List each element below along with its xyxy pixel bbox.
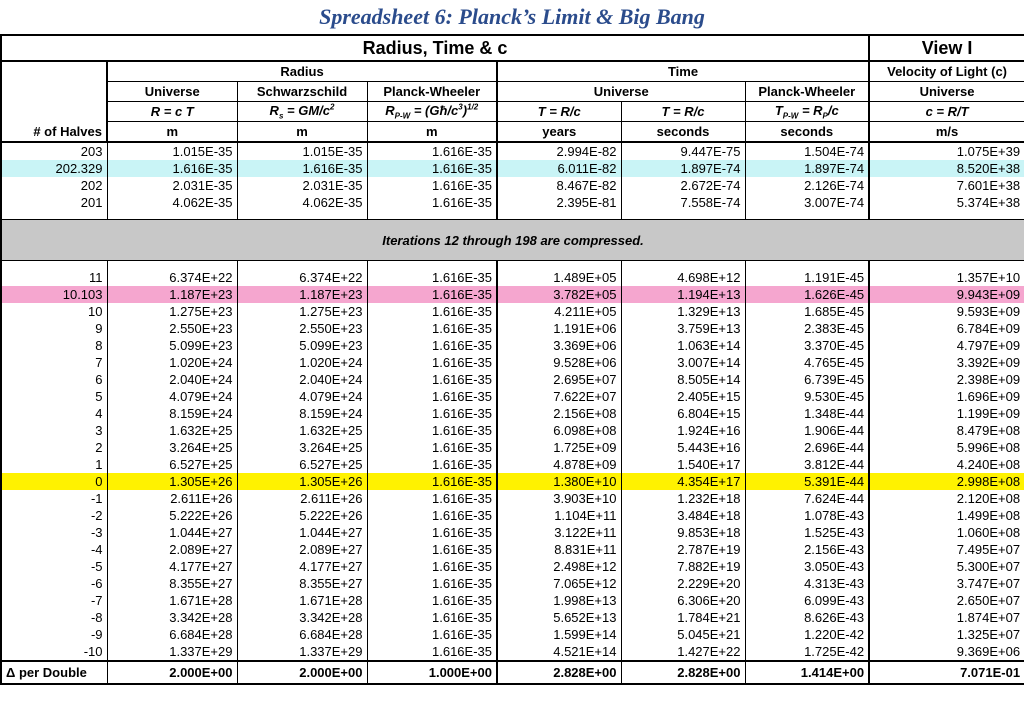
halves-cell: -3 bbox=[1, 524, 107, 541]
c-cell: 1.060E+08 bbox=[869, 524, 1024, 541]
halves-cell: -6 bbox=[1, 575, 107, 592]
r-universe-cell: 1.275E+23 bbox=[107, 303, 237, 320]
t-seconds-cell: 3.484E+18 bbox=[621, 507, 745, 524]
t-planck-wheeler-cell: 6.099E-43 bbox=[745, 592, 869, 609]
table-row bbox=[1, 422, 1024, 439]
r-schwarzschild-cell: 6.527E+25 bbox=[237, 456, 367, 473]
r-planck-wheeler-cell: 1.616E-35 bbox=[367, 405, 497, 422]
r-planck-wheeler-cell: 1.616E-35 bbox=[367, 456, 497, 473]
t-planck-wheeler-cell: 1.504E-74 bbox=[745, 142, 869, 160]
halves-cell: 9 bbox=[1, 320, 107, 337]
r-schwarzschild-cell: 4.062E-35 bbox=[237, 194, 367, 211]
c-cell: 8.520E+38 bbox=[869, 160, 1024, 177]
r-planck-wheeler-cell: 1.616E-35 bbox=[367, 575, 497, 592]
t-planck-wheeler-cell: 2.696E-44 bbox=[745, 439, 869, 456]
r-universe-cell: 1.671E+28 bbox=[107, 592, 237, 609]
t-seconds-cell: 1.924E+16 bbox=[621, 422, 745, 439]
t-planck-wheeler-cell: 4.313E-43 bbox=[745, 575, 869, 592]
r-universe-cell: 1.015E-35 bbox=[107, 142, 237, 160]
unit-t-years: years bbox=[497, 122, 621, 143]
r-schwarzschild-cell: 6.374E+22 bbox=[237, 269, 367, 286]
footer-t-planck-wheeler: 1.414E+00 bbox=[745, 661, 869, 684]
r-schwarzschild-cell: 4.177E+27 bbox=[237, 558, 367, 575]
r-planck-wheeler-cell: 1.616E-35 bbox=[367, 507, 497, 524]
footer-r-schwarzschild: 2.000E+00 bbox=[237, 661, 367, 684]
r-universe-cell: 1.187E+23 bbox=[107, 286, 237, 303]
r-planck-wheeler-cell: 1.616E-35 bbox=[367, 558, 497, 575]
unit-r-universe: m bbox=[107, 122, 237, 143]
r-planck-wheeler-cell: 1.616E-35 bbox=[367, 541, 497, 558]
t-planck-wheeler-cell: 1.685E-45 bbox=[745, 303, 869, 320]
halves-cell: -8 bbox=[1, 609, 107, 626]
formula-t-years: T = R/c bbox=[497, 102, 621, 122]
table-row bbox=[1, 286, 1024, 303]
formula-header-row bbox=[1, 102, 1024, 122]
table-row bbox=[1, 558, 1024, 575]
t-years-cell: 8.831E+11 bbox=[497, 541, 621, 558]
t-planck-wheeler-cell: 1.078E-43 bbox=[745, 507, 869, 524]
halves-cell: 5 bbox=[1, 388, 107, 405]
c-cell: 6.784E+09 bbox=[869, 320, 1024, 337]
compressed-row bbox=[1, 220, 1024, 261]
t-seconds-cell: 1.329E+13 bbox=[621, 303, 745, 320]
r-universe-cell: 1.305E+26 bbox=[107, 473, 237, 490]
table-row bbox=[1, 626, 1024, 643]
formula-c: c = R/T bbox=[869, 102, 1024, 122]
compressed-note: Iterations 12 through 198 are compressed. bbox=[1, 220, 1024, 261]
r-schwarzschild-cell: 2.550E+23 bbox=[237, 320, 367, 337]
r-schwarzschild-cell: 1.187E+23 bbox=[237, 286, 367, 303]
c-cell: 9.943E+09 bbox=[869, 286, 1024, 303]
table-row bbox=[1, 473, 1024, 490]
halves-cell: -9 bbox=[1, 626, 107, 643]
halves-cell: -1 bbox=[1, 490, 107, 507]
t-seconds-cell: 6.804E+15 bbox=[621, 405, 745, 422]
r-schwarzschild-cell: 4.079E+24 bbox=[237, 388, 367, 405]
t-seconds-cell: 1.063E+14 bbox=[621, 337, 745, 354]
table-row bbox=[1, 177, 1024, 194]
r-planck-wheeler-cell: 1.616E-35 bbox=[367, 592, 497, 609]
halves-cell: 8 bbox=[1, 337, 107, 354]
t-seconds-cell: 1.897E-74 bbox=[621, 160, 745, 177]
r-schwarzschild-cell: 1.020E+24 bbox=[237, 354, 367, 371]
table-row bbox=[1, 194, 1024, 211]
r-universe-cell: 4.177E+27 bbox=[107, 558, 237, 575]
blank-cell bbox=[1, 61, 107, 82]
r-planck-wheeler-cell: 1.616E-35 bbox=[367, 354, 497, 371]
t-years-cell: 2.156E+08 bbox=[497, 405, 621, 422]
t-seconds-cell: 1.540E+17 bbox=[621, 456, 745, 473]
footer-r-planck-wheeler: 1.000E+00 bbox=[367, 661, 497, 684]
c-cell: 2.398E+09 bbox=[869, 371, 1024, 388]
t-years-cell: 7.622E+07 bbox=[497, 388, 621, 405]
r-schwarzschild-cell: 3.342E+28 bbox=[237, 609, 367, 626]
table-row bbox=[1, 643, 1024, 661]
r-planck-wheeler-cell: 1.616E-35 bbox=[367, 609, 497, 626]
r-planck-wheeler-cell: 1.616E-35 bbox=[367, 194, 497, 211]
r-universe-cell: 6.374E+22 bbox=[107, 269, 237, 286]
t-years-cell: 2.994E-82 bbox=[497, 142, 621, 160]
t-years-cell: 7.065E+12 bbox=[497, 575, 621, 592]
t-years-cell: 1.489E+05 bbox=[497, 269, 621, 286]
t-seconds-cell: 3.759E+13 bbox=[621, 320, 745, 337]
r-planck-wheeler-cell: 1.616E-35 bbox=[367, 303, 497, 320]
r-schwarzschild-cell: 1.616E-35 bbox=[237, 160, 367, 177]
r-planck-wheeler-cell: 1.616E-35 bbox=[367, 160, 497, 177]
r-schwarzschild-cell: 2.031E-35 bbox=[237, 177, 367, 194]
subgroup-universe: Universe bbox=[107, 82, 237, 102]
table-row bbox=[1, 575, 1024, 592]
t-seconds-cell: 2.672E-74 bbox=[621, 177, 745, 194]
r-planck-wheeler-cell: 1.616E-35 bbox=[367, 626, 497, 643]
t-years-cell: 2.498E+12 bbox=[497, 558, 621, 575]
footer-t-years: 2.828E+00 bbox=[497, 661, 621, 684]
c-cell: 8.479E+08 bbox=[869, 422, 1024, 439]
unit-t-planck-wheeler: seconds bbox=[745, 122, 869, 143]
c-cell: 7.601E+38 bbox=[869, 177, 1024, 194]
table-row bbox=[1, 439, 1024, 456]
t-planck-wheeler-cell: 7.624E-44 bbox=[745, 490, 869, 507]
r-universe-cell: 2.089E+27 bbox=[107, 541, 237, 558]
c-cell: 5.996E+08 bbox=[869, 439, 1024, 456]
t-seconds-cell: 1.232E+18 bbox=[621, 490, 745, 507]
c-cell: 9.369E+06 bbox=[869, 643, 1024, 661]
r-planck-wheeler-cell: 1.616E-35 bbox=[367, 177, 497, 194]
r-universe-cell: 5.099E+23 bbox=[107, 337, 237, 354]
t-planck-wheeler-cell: 4.765E-45 bbox=[745, 354, 869, 371]
spacer-row bbox=[1, 261, 1024, 270]
table-row bbox=[1, 142, 1024, 160]
table-row bbox=[1, 405, 1024, 422]
r-universe-cell: 1.616E-35 bbox=[107, 160, 237, 177]
table-row bbox=[1, 320, 1024, 337]
banner-view: View I bbox=[869, 35, 1024, 61]
footer-row bbox=[1, 661, 1024, 684]
t-seconds-cell: 8.505E+14 bbox=[621, 371, 745, 388]
t-planck-wheeler-cell: 9.530E-45 bbox=[745, 388, 869, 405]
table-row bbox=[1, 592, 1024, 609]
r-planck-wheeler-cell: 1.616E-35 bbox=[367, 337, 497, 354]
blank-cell bbox=[1, 82, 107, 102]
halves-cell: -2 bbox=[1, 507, 107, 524]
t-seconds-cell: 1.784E+21 bbox=[621, 609, 745, 626]
t-seconds-cell: 2.229E+20 bbox=[621, 575, 745, 592]
r-schwarzschild-cell: 1.671E+28 bbox=[237, 592, 367, 609]
r-universe-cell: 1.632E+25 bbox=[107, 422, 237, 439]
halves-cell: -7 bbox=[1, 592, 107, 609]
t-seconds-cell: 1.194E+13 bbox=[621, 286, 745, 303]
r-universe-cell: 5.222E+26 bbox=[107, 507, 237, 524]
r-planck-wheeler-cell: 1.616E-35 bbox=[367, 269, 497, 286]
t-years-cell: 1.191E+06 bbox=[497, 320, 621, 337]
table-row bbox=[1, 524, 1024, 541]
halves-cell: 6 bbox=[1, 371, 107, 388]
subgroup-velocity-universe: Universe bbox=[869, 82, 1024, 102]
spacer-row bbox=[1, 211, 1024, 220]
r-schwarzschild-cell: 2.611E+26 bbox=[237, 490, 367, 507]
r-schwarzschild-cell: 1.015E-35 bbox=[237, 142, 367, 160]
t-planck-wheeler-cell: 1.191E-45 bbox=[745, 269, 869, 286]
table-row bbox=[1, 354, 1024, 371]
r-universe-cell: 4.079E+24 bbox=[107, 388, 237, 405]
c-cell: 2.650E+07 bbox=[869, 592, 1024, 609]
r-schwarzschild-cell: 6.684E+28 bbox=[237, 626, 367, 643]
formula-t-seconds: T = R/c bbox=[621, 102, 745, 122]
r-planck-wheeler-cell: 1.616E-35 bbox=[367, 439, 497, 456]
t-planck-wheeler-cell: 3.812E-44 bbox=[745, 456, 869, 473]
c-cell: 1.696E+09 bbox=[869, 388, 1024, 405]
t-planck-wheeler-cell: 3.007E-74 bbox=[745, 194, 869, 211]
data-table bbox=[0, 34, 1024, 685]
footer-c: 7.071E-01 bbox=[869, 661, 1024, 684]
r-universe-cell: 8.355E+27 bbox=[107, 575, 237, 592]
t-seconds-cell: 9.447E-75 bbox=[621, 142, 745, 160]
r-schwarzschild-cell: 2.089E+27 bbox=[237, 541, 367, 558]
halves-cell: 202 bbox=[1, 177, 107, 194]
t-planck-wheeler-cell: 2.126E-74 bbox=[745, 177, 869, 194]
r-planck-wheeler-cell: 1.616E-35 bbox=[367, 524, 497, 541]
r-schwarzschild-cell: 2.040E+24 bbox=[237, 371, 367, 388]
halves-cell: 0 bbox=[1, 473, 107, 490]
r-schwarzschild-cell: 1.044E+27 bbox=[237, 524, 367, 541]
banner-row bbox=[1, 35, 1024, 61]
t-seconds-cell: 9.853E+18 bbox=[621, 524, 745, 541]
r-universe-cell: 1.044E+27 bbox=[107, 524, 237, 541]
subgroup-time-planck-wheeler: Planck-Wheeler bbox=[745, 82, 869, 102]
r-universe-cell: 2.611E+26 bbox=[107, 490, 237, 507]
t-seconds-cell: 7.558E-74 bbox=[621, 194, 745, 211]
t-planck-wheeler-cell: 1.626E-45 bbox=[745, 286, 869, 303]
c-cell: 9.593E+09 bbox=[869, 303, 1024, 320]
r-schwarzschild-cell: 8.355E+27 bbox=[237, 575, 367, 592]
unit-r-planck-wheeler: m bbox=[367, 122, 497, 143]
t-years-cell: 4.521E+14 bbox=[497, 643, 621, 661]
t-years-cell: 6.098E+08 bbox=[497, 422, 621, 439]
halves-cell: 11 bbox=[1, 269, 107, 286]
r-universe-cell: 2.031E-35 bbox=[107, 177, 237, 194]
t-planck-wheeler-cell: 5.391E-44 bbox=[745, 473, 869, 490]
footer-t-seconds: 2.828E+00 bbox=[621, 661, 745, 684]
t-seconds-cell: 7.882E+19 bbox=[621, 558, 745, 575]
table-row bbox=[1, 541, 1024, 558]
table-row bbox=[1, 388, 1024, 405]
r-universe-cell: 3.342E+28 bbox=[107, 609, 237, 626]
t-years-cell: 1.998E+13 bbox=[497, 592, 621, 609]
table-row bbox=[1, 269, 1024, 286]
spreadsheet-title: Spreadsheet 6: Planck’s Limit & Big Bang bbox=[319, 4, 705, 29]
t-seconds-cell: 4.698E+12 bbox=[621, 269, 745, 286]
t-seconds-cell: 2.405E+15 bbox=[621, 388, 745, 405]
subgroup-time-universe: Universe bbox=[497, 82, 745, 102]
r-planck-wheeler-cell: 1.616E-35 bbox=[367, 371, 497, 388]
r-planck-wheeler-cell: 1.616E-35 bbox=[367, 320, 497, 337]
group-velocity: Velocity of Light (c) bbox=[869, 61, 1024, 82]
t-years-cell: 3.903E+10 bbox=[497, 490, 621, 507]
r-planck-wheeler-cell: 1.616E-35 bbox=[367, 388, 497, 405]
r-schwarzschild-cell: 1.632E+25 bbox=[237, 422, 367, 439]
formula-r-universe: R = c T bbox=[107, 102, 237, 122]
t-years-cell: 8.467E-82 bbox=[497, 177, 621, 194]
r-schwarzschild-cell: 5.222E+26 bbox=[237, 507, 367, 524]
halves-cell: 203 bbox=[1, 142, 107, 160]
halves-cell: 10.103 bbox=[1, 286, 107, 303]
c-cell: 3.747E+07 bbox=[869, 575, 1024, 592]
t-years-cell: 3.782E+05 bbox=[497, 286, 621, 303]
t-planck-wheeler-cell: 1.725E-42 bbox=[745, 643, 869, 661]
t-years-cell: 1.380E+10 bbox=[497, 473, 621, 490]
c-cell: 1.499E+08 bbox=[869, 507, 1024, 524]
units-header-row bbox=[1, 122, 1024, 143]
r-planck-wheeler-cell: 1.616E-35 bbox=[367, 286, 497, 303]
halves-cell: 1 bbox=[1, 456, 107, 473]
r-universe-cell: 6.527E+25 bbox=[107, 456, 237, 473]
r-planck-wheeler-cell: 1.616E-35 bbox=[367, 473, 497, 490]
r-universe-cell: 6.684E+28 bbox=[107, 626, 237, 643]
c-cell: 2.120E+08 bbox=[869, 490, 1024, 507]
c-cell: 5.374E+38 bbox=[869, 194, 1024, 211]
c-cell: 1.874E+07 bbox=[869, 609, 1024, 626]
t-years-cell: 5.652E+13 bbox=[497, 609, 621, 626]
r-planck-wheeler-cell: 1.616E-35 bbox=[367, 422, 497, 439]
t-seconds-cell: 4.354E+17 bbox=[621, 473, 745, 490]
halves-cell: 201 bbox=[1, 194, 107, 211]
halves-cell: 2 bbox=[1, 439, 107, 456]
t-years-cell: 2.395E-81 bbox=[497, 194, 621, 211]
table-row bbox=[1, 507, 1024, 524]
t-years-cell: 6.011E-82 bbox=[497, 160, 621, 177]
table-row bbox=[1, 371, 1024, 388]
r-planck-wheeler-cell: 1.616E-35 bbox=[367, 643, 497, 661]
r-planck-wheeler-cell: 1.616E-35 bbox=[367, 490, 497, 507]
t-years-cell: 1.599E+14 bbox=[497, 626, 621, 643]
group-header-row bbox=[1, 61, 1024, 82]
t-planck-wheeler-cell: 1.897E-74 bbox=[745, 160, 869, 177]
r-planck-wheeler-cell: 1.616E-35 bbox=[367, 142, 497, 160]
t-planck-wheeler-cell: 3.370E-45 bbox=[745, 337, 869, 354]
t-seconds-cell: 5.045E+21 bbox=[621, 626, 745, 643]
table-row bbox=[1, 456, 1024, 473]
t-planck-wheeler-cell: 1.525E-43 bbox=[745, 524, 869, 541]
r-universe-cell: 2.550E+23 bbox=[107, 320, 237, 337]
r-universe-cell: 1.337E+29 bbox=[107, 643, 237, 661]
footer-r-universe: 2.000E+00 bbox=[107, 661, 237, 684]
r-schwarzschild-cell: 1.275E+23 bbox=[237, 303, 367, 320]
r-schwarzschild-cell: 5.099E+23 bbox=[237, 337, 367, 354]
t-years-cell: 4.211E+05 bbox=[497, 303, 621, 320]
formula-r-planck-wheeler: $R_{P-W}$ = $(Għ/c^3)^{1/2}$ bbox=[367, 102, 497, 122]
group-radius: Radius bbox=[107, 61, 497, 82]
r-universe-cell: 1.020E+24 bbox=[107, 354, 237, 371]
halves-cell: 4 bbox=[1, 405, 107, 422]
halves-cell: -5 bbox=[1, 558, 107, 575]
halves-cell: 10 bbox=[1, 303, 107, 320]
t-years-cell: 1.725E+09 bbox=[497, 439, 621, 456]
t-planck-wheeler-cell: 2.156E-43 bbox=[745, 541, 869, 558]
unit-c: m/s bbox=[869, 122, 1024, 143]
r-universe-cell: 8.159E+24 bbox=[107, 405, 237, 422]
t-seconds-cell: 2.787E+19 bbox=[621, 541, 745, 558]
subgroup-schwarzschild: Schwarzschild bbox=[237, 82, 367, 102]
table-row bbox=[1, 303, 1024, 320]
halves-cell: 3 bbox=[1, 422, 107, 439]
c-cell: 1.325E+07 bbox=[869, 626, 1024, 643]
t-years-cell: 1.104E+11 bbox=[497, 507, 621, 524]
subgroup-header-row bbox=[1, 82, 1024, 102]
formula-r-schwarzschild: $R_s = GM/c^2$ bbox=[237, 102, 367, 122]
halves-cell: -4 bbox=[1, 541, 107, 558]
halves-cell: 202.329 bbox=[1, 160, 107, 177]
r-schwarzschild-cell: 8.159E+24 bbox=[237, 405, 367, 422]
t-years-cell: 3.369E+06 bbox=[497, 337, 621, 354]
c-cell: 2.998E+08 bbox=[869, 473, 1024, 490]
subgroup-planck-wheeler: Planck-Wheeler bbox=[367, 82, 497, 102]
c-cell: 1.075E+39 bbox=[869, 142, 1024, 160]
t-years-cell: 4.878E+09 bbox=[497, 456, 621, 473]
halves-header: # of Halves bbox=[1, 122, 107, 143]
c-cell: 1.357E+10 bbox=[869, 269, 1024, 286]
c-cell: 5.300E+07 bbox=[869, 558, 1024, 575]
footer-label: Δ per Double bbox=[1, 661, 107, 684]
table-row bbox=[1, 160, 1024, 177]
table-row bbox=[1, 609, 1024, 626]
blank-cell bbox=[1, 102, 107, 122]
t-planck-wheeler-cell: 1.220E-42 bbox=[745, 626, 869, 643]
t-planck-wheeler-cell: 8.626E-43 bbox=[745, 609, 869, 626]
r-schwarzschild-cell: 1.305E+26 bbox=[237, 473, 367, 490]
r-universe-cell: 3.264E+25 bbox=[107, 439, 237, 456]
banner-main: Radius, Time & c bbox=[1, 35, 869, 61]
r-universe-cell: 4.062E-35 bbox=[107, 194, 237, 211]
t-years-cell: 3.122E+11 bbox=[497, 524, 621, 541]
c-cell: 4.240E+08 bbox=[869, 456, 1024, 473]
c-cell: 7.495E+07 bbox=[869, 541, 1024, 558]
unit-r-schwarzschild: m bbox=[237, 122, 367, 143]
t-planck-wheeler-cell: 2.383E-45 bbox=[745, 320, 869, 337]
t-planck-wheeler-cell: 6.739E-45 bbox=[745, 371, 869, 388]
halves-cell: 7 bbox=[1, 354, 107, 371]
r-universe-cell: 2.040E+24 bbox=[107, 371, 237, 388]
c-cell: 4.797E+09 bbox=[869, 337, 1024, 354]
c-cell: 1.199E+09 bbox=[869, 405, 1024, 422]
t-planck-wheeler-cell: 1.906E-44 bbox=[745, 422, 869, 439]
t-seconds-cell: 6.306E+20 bbox=[621, 592, 745, 609]
t-years-cell: 2.695E+07 bbox=[497, 371, 621, 388]
t-planck-wheeler-cell: 1.348E-44 bbox=[745, 405, 869, 422]
t-seconds-cell: 1.427E+22 bbox=[621, 643, 745, 661]
r-schwarzschild-cell: 1.337E+29 bbox=[237, 643, 367, 661]
halves-cell: -10 bbox=[1, 643, 107, 661]
t-planck-wheeler-cell: 3.050E-43 bbox=[745, 558, 869, 575]
r-schwarzschild-cell: 3.264E+25 bbox=[237, 439, 367, 456]
formula-t-planck-wheeler: $T_{P-W} = R_P/c$ bbox=[745, 102, 869, 122]
t-seconds-cell: 5.443E+16 bbox=[621, 439, 745, 456]
table-row bbox=[1, 337, 1024, 354]
t-seconds-cell: 3.007E+14 bbox=[621, 354, 745, 371]
c-cell: 3.392E+09 bbox=[869, 354, 1024, 371]
unit-t-seconds: seconds bbox=[621, 122, 745, 143]
group-time: Time bbox=[497, 61, 869, 82]
t-years-cell: 9.528E+06 bbox=[497, 354, 621, 371]
table-row bbox=[1, 490, 1024, 507]
